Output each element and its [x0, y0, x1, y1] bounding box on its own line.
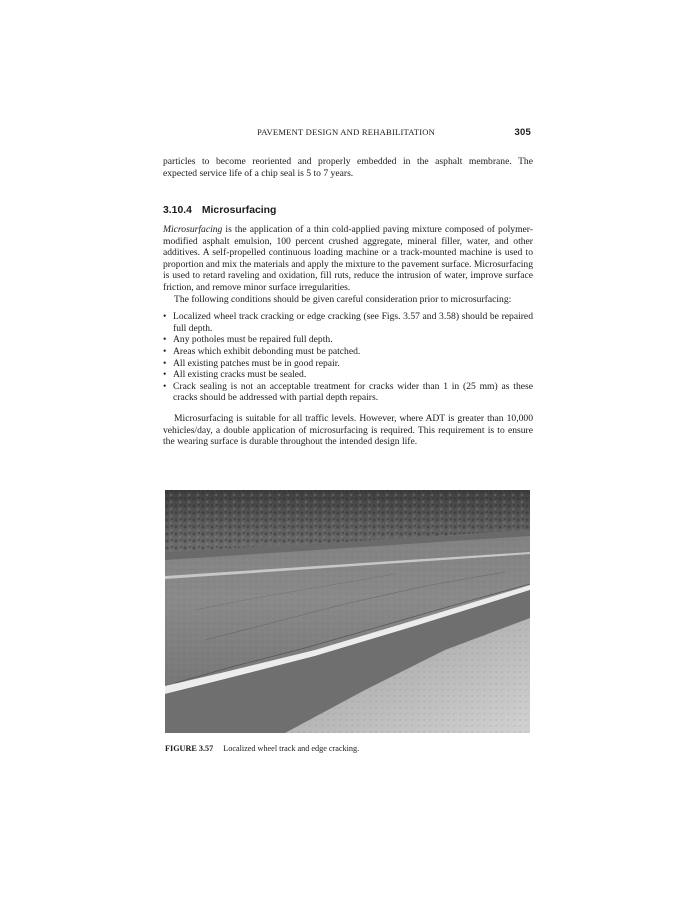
section-title: Microsurfacing	[201, 205, 277, 216]
intro-line-1: particles to become reoriented and properly embedded in the asphalt membrane. The	[163, 156, 533, 167]
bullet-marker: •	[163, 311, 167, 323]
figure-caption-text: Localized wheel track and edge cracking.	[223, 744, 360, 753]
closing-paragraph: Microsurfacing is suitable for all traffic levels. However, where ADT is greater than 10,000 vehicles/day, a double application of microsurfacing is required. This requirement is to ensure the wearing surface is durable throughout the intended design life.	[163, 412, 533, 448]
list-item-text: All existing patches must be in good repair.	[173, 357, 340, 369]
list-item-text: All existing cracks must be sealed.	[173, 369, 307, 381]
defined-term: Microsurfacing	[163, 224, 223, 235]
section-heading	[163, 205, 276, 216]
figure-photo	[165, 490, 530, 733]
figure-caption	[165, 744, 359, 753]
figure-label: FIGURE 3.57	[165, 744, 214, 753]
bullet-marker: •	[163, 334, 167, 346]
list-item	[163, 346, 533, 358]
list-item	[163, 334, 533, 346]
bullet-marker: •	[163, 345, 167, 357]
bullet-marker: •	[163, 357, 167, 369]
microsurfacing-body	[163, 224, 533, 448]
definition-paragraph	[163, 224, 533, 294]
list-item-text: Any potholes must be repaired full depth.	[173, 334, 333, 346]
list-item-text: Areas which exhibit debonding must be patched.	[173, 345, 361, 357]
list-item	[163, 358, 533, 370]
running-header	[163, 127, 531, 141]
list-item	[163, 311, 533, 334]
list-item	[163, 381, 533, 404]
bullet-marker: •	[163, 380, 167, 392]
conditions-intro: The following conditions should be given careful consideration prior to microsurfacing:	[174, 293, 512, 305]
bullet-marker: •	[163, 369, 167, 381]
section-number: 3.10.4	[163, 205, 192, 216]
intro-line-2: expected service life of a chip seal is 5 to 7 years.	[163, 167, 354, 179]
page-number: 305	[514, 127, 531, 138]
intro-paragraph	[163, 156, 533, 179]
list-item-text: Localized wheel track cracking or edge cracking (see Figs. 3.57 and 3.58) should be repaired full depth.	[173, 311, 533, 334]
list-item-text: Crack sealing is not an acceptable treatment for cracks wider than 1 in (25 mm) as these cracks should be addressed with partial depth repairs.	[173, 380, 533, 404]
list-item	[163, 369, 533, 381]
road-photo-image	[165, 490, 530, 733]
conditions-list	[163, 311, 533, 404]
running-title: PAVEMENT DESIGN AND REHABILITATION	[257, 127, 436, 137]
definition-text: is the application of a thin cold-applied paving mixture composed of polymer-modified asphalt emulsion, 100 percent crushed aggregate, mineral filler, water, and other additives. A self-propelled continuous loading machine or a track-mounted machine is used to proportion and mix the materials and apply the mixture to the pavement surface. Microsurfacing is used to retard raveling and oxidation, fill ruts, reduce the intrusion of water, improve surface friction, and remove minor surface irregularities.	[163, 224, 533, 293]
